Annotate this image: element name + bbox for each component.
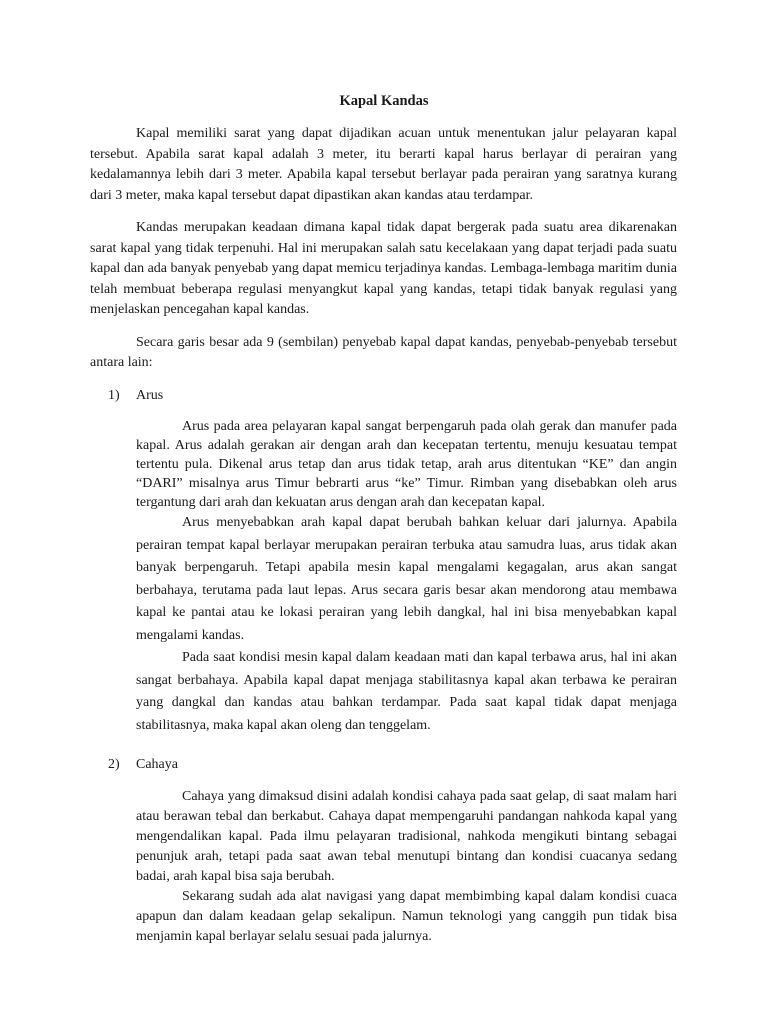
item-paragraph: Pada saat kondisi mesin kapal dalam keadaan mati dan kapal terbawa arus, hal ini akan sangat berbahaya. Apabila kapal dapat menjaga stabilitasnya kapal akan terbawa ke perairan yang dangkal dan kandas atau bahkan terdampar. Pada saat kapal tidak dapat menjaga stabilitasnya, maka kapal akan oleng dan tenggelam. [136, 650, 677, 733]
item-paragraph: Sekarang sudah ada alat navigasi yang dapat membimbing kapal dalam kondisi cuaca apapun dan dalam keadaan gelap sekalipun. Namun teknologi yang canggih pun tidak bisa menjamin kapal berlayar selalu sesuai pada jalurnya. [136, 888, 677, 944]
intro-paragraph: Kapal memiliki sarat yang dapat dijadikan acuan untuk menentukan jalur pelayaran kapal tersebut. Apabila sarat kapal adalah 3 meter, itu berarti kapal harus berlayar di perairan yang kedalamannya lebih dari 3 meter. Apabila kapal tersebut berlayar pada perairan yang saratnya kurang dari 3 meter, maka kapal tersebut dapat dipastikan akan kandas atau terdampar. [90, 126, 677, 203]
list-item-body [136, 787, 677, 947]
list-item-body [136, 417, 677, 737]
list-item [90, 386, 677, 738]
list-item-heading: Arus [136, 387, 164, 403]
list-item-header [90, 386, 677, 407]
document-title: Kapal Kandas [339, 93, 429, 109]
intro-paragraph: Kandas merupakan keadaan dimana kapal tidak dapat bergerak pada suatu area dikarenakan sarat kapal yang tidak terpenuhi. Hal ini merupakan salah satu kecelakaan yang dapat terjadi pada suatu kapal dan ada banyak penyebab yang dapat memicu terjadinya kandas. Lembaga-lembaga maritim dunia telah membuat beberapa regulasi menyangkut kapal yang kandas, tetapi tidak banyak regulasi yang menjelaskan pencegahan kapal kandas. [90, 220, 677, 317]
list-item-number: 2) [108, 757, 120, 772]
intro-section [90, 124, 677, 374]
item-paragraph: Arus pada area pelayaran kapal sangat berpengaruh pada olah gerak dan manufer pada kapal. Arus adalah gerakan air dengan arah dan kecepatan tertentu, menuju kesuatau tempat tertentu pula. Dikenal arus tetap dan arus tidak tetap, arah arus ditentukan “KE” dan angin “DARI” misalnya arus Timur bebrarti arus “ke” Timur. Rimban yang disebabkan oleh arus tergantung dari arah dan kekuatan arus dengan arah dan kecepatan kapal. [136, 419, 677, 510]
item-paragraph: Arus menyebabkan arah kapal dapat berubah bahkan keluar dari jalurnya. Apabila perairan tempat kapal berlayar merupakan perairan terbuka atau samudra luas, arus tidak akan banyak berpengaruh. Tetapi apabila mesin kapal mengalami kegagalan, arus akan sangat berbahaya, terutama pada laut lepas. Arus secara garis besar akan mendorong atau membawa kapal ke pantai atau ke lokasi perairan yang lebih dangkal, hal ini bisa menyebabkan kapal mengalami kandas. [136, 515, 677, 643]
list-item [90, 755, 677, 947]
item-paragraph: Cahaya yang dimaksud disini adalah kondisi cahaya pada saat gelap, di saat malam hari atau berawan tebal dan berkabut. Cahaya dapat mempengaruhi pandangan nahkoda kapal yang mengendalikan kapal. Pada ilmu pelayaran tradisional, nahkoda mengikuti bintang sebagai penunjuk arah, tetapi pada saat awan tebal menutupi bintang dan kondisi cuacanya sedang badai, arah kapal bisa saja berubah. [136, 788, 677, 884]
intro-paragraph: Secara garis besar ada 9 (sembilan) penyebab kapal dapat kandas, penyebab-penyebab tersebut antara lain: [90, 334, 677, 370]
list-item-header [90, 755, 677, 776]
list-item-heading: Cahaya [136, 757, 178, 772]
cause-list [90, 386, 677, 947]
document-body [90, 124, 677, 965]
list-item-number: 1) [108, 387, 120, 403]
